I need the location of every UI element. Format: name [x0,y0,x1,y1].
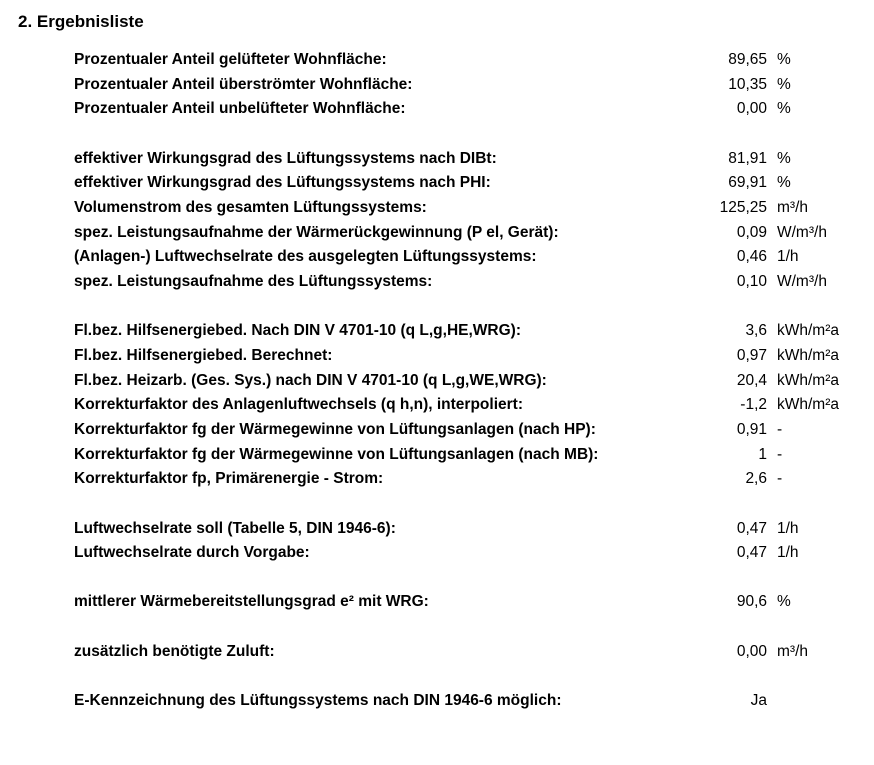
result-value: 81,91 [728,149,767,167]
result-row [74,393,864,418]
result-value: 1 [758,445,767,463]
result-value: 0,46 [736,248,767,266]
result-label: Prozentualer Anteil unbelüfteter Wohnfläche: [74,100,406,118]
result-label: Fl.bez. Hilfsenergiebed. Nach DIN V 4701-10 (q L,g,HE,WRG): [74,322,521,340]
result-label: Korrekturfaktor fg der Wärmegewinne von Lüftungsanlagen (nach MB): [74,445,599,463]
result-unit: % [777,593,791,611]
result-group [74,48,864,122]
result-value: 0,09 [736,223,767,241]
result-value: -1,2 [740,396,767,414]
result-label: Luftwechselrate soll (Tabelle 5, DIN 1946-6): [74,519,396,537]
result-value: 69,91 [728,174,767,192]
result-label: Prozentualer Anteil überströmter Wohnfläche: [74,75,413,93]
result-label: Korrekturfaktor des Anlagenluftwechsels (q h,n), interpoliert: [74,396,523,414]
result-unit: % [777,100,791,118]
result-unit: W/m³/h [777,223,827,241]
result-group [74,590,864,615]
result-label: effektiver Wirkungsgrad des Lüftungssystems nach DIBt: [74,149,497,167]
result-label: zusätzlich benötigte Zuluft: [74,642,275,660]
result-label: Fl.bez. Heizarb. (Ges. Sys.) nach DIN V 4701-10 (q L,g,WE,WRG): [74,371,547,389]
result-label: effektiver Wirkungsgrad des Lüftungssystems nach PHI: [74,174,491,192]
result-unit: W/m³/h [777,273,827,290]
result-value: 90,6 [736,593,767,611]
result-value: 125,25 [719,198,767,216]
result-label: spez. Leistungsaufnahme des Lüftungssystems: [74,273,433,290]
result-label: spez. Leistungsaufnahme der Wärmerückgewinnung (P el, Gerät): [74,223,559,241]
result-label: Korrekturfaktor fp, Primärenergie - Strom: [74,470,384,488]
result-unit: - [777,470,783,488]
result-label: Fl.bez. Hilfsenergiebed. Berechnet: [74,346,333,364]
result-row [74,196,864,221]
results-list [74,48,864,738]
result-row [74,171,864,196]
result-row [74,73,864,98]
result-row [74,245,864,270]
result-label: (Anlagen-) Luftwechselrate des ausgelegten Lüftungssystems: [74,248,537,266]
result-row [74,418,864,443]
result-row [74,221,864,246]
result-value: 2,6 [745,470,767,488]
result-group [74,319,864,492]
result-unit: - [777,445,783,463]
result-row [74,689,864,714]
result-label: mittlerer Wärmebereitstellungsgrad e² mit WRG: [74,593,429,611]
result-value: 0,97 [736,346,767,364]
result-unit: m³/h [777,198,808,216]
result-row [74,590,864,615]
result-value: 0,47 [736,544,767,562]
result-label: Volumenstrom des gesamten Lüftungssystems: [74,198,427,216]
result-value: 0,00 [736,100,767,118]
result-group [74,517,864,566]
result-group [74,640,864,665]
result-unit: m³/h [777,642,808,660]
result-group [74,147,864,295]
result-row [74,344,864,369]
result-row [74,97,864,122]
result-unit: 1/h [777,248,799,266]
result-row [74,640,864,665]
result-unit: 1/h [777,544,799,562]
result-value: 20,4 [736,371,767,389]
result-unit: % [777,149,791,167]
result-value: 0,00 [736,642,767,660]
result-value: 89,65 [728,51,767,68]
result-label: Luftwechselrate durch Vorgabe: [74,544,310,562]
result-group [74,689,864,714]
page-title: 2. Ergebnisliste [18,12,144,31]
result-value: 0,10 [736,273,767,290]
result-unit: kWh/m²a [777,346,839,364]
result-row [74,319,864,344]
result-unit: % [777,174,791,192]
result-value: 0,91 [736,420,767,438]
result-unit: kWh/m²a [777,322,839,340]
result-row [74,541,864,566]
result-unit: kWh/m²a [777,371,839,389]
result-unit: % [777,75,791,93]
result-value: Ja [750,691,767,709]
result-row [74,467,864,492]
result-unit: % [777,51,791,68]
result-row [74,48,864,73]
result-value: 3,6 [745,322,767,340]
result-row [74,517,864,542]
result-value: 10,35 [728,75,767,93]
result-row [74,443,864,468]
result-unit: - [777,420,783,438]
result-row [74,270,864,295]
result-label: E-Kennzeichnung des Lüftungssystems nach DIN 1946-6 möglich: [74,691,562,709]
result-label: Prozentualer Anteil gelüfteter Wohnfläche: [74,51,387,68]
result-row [74,147,864,172]
result-value: 0,47 [736,519,767,537]
result-unit: kWh/m²a [777,396,839,414]
result-unit: 1/h [777,519,799,537]
result-label: Korrekturfaktor fg der Wärmegewinne von Lüftungsanlagen (nach HP): [74,420,596,438]
result-row [74,369,864,394]
